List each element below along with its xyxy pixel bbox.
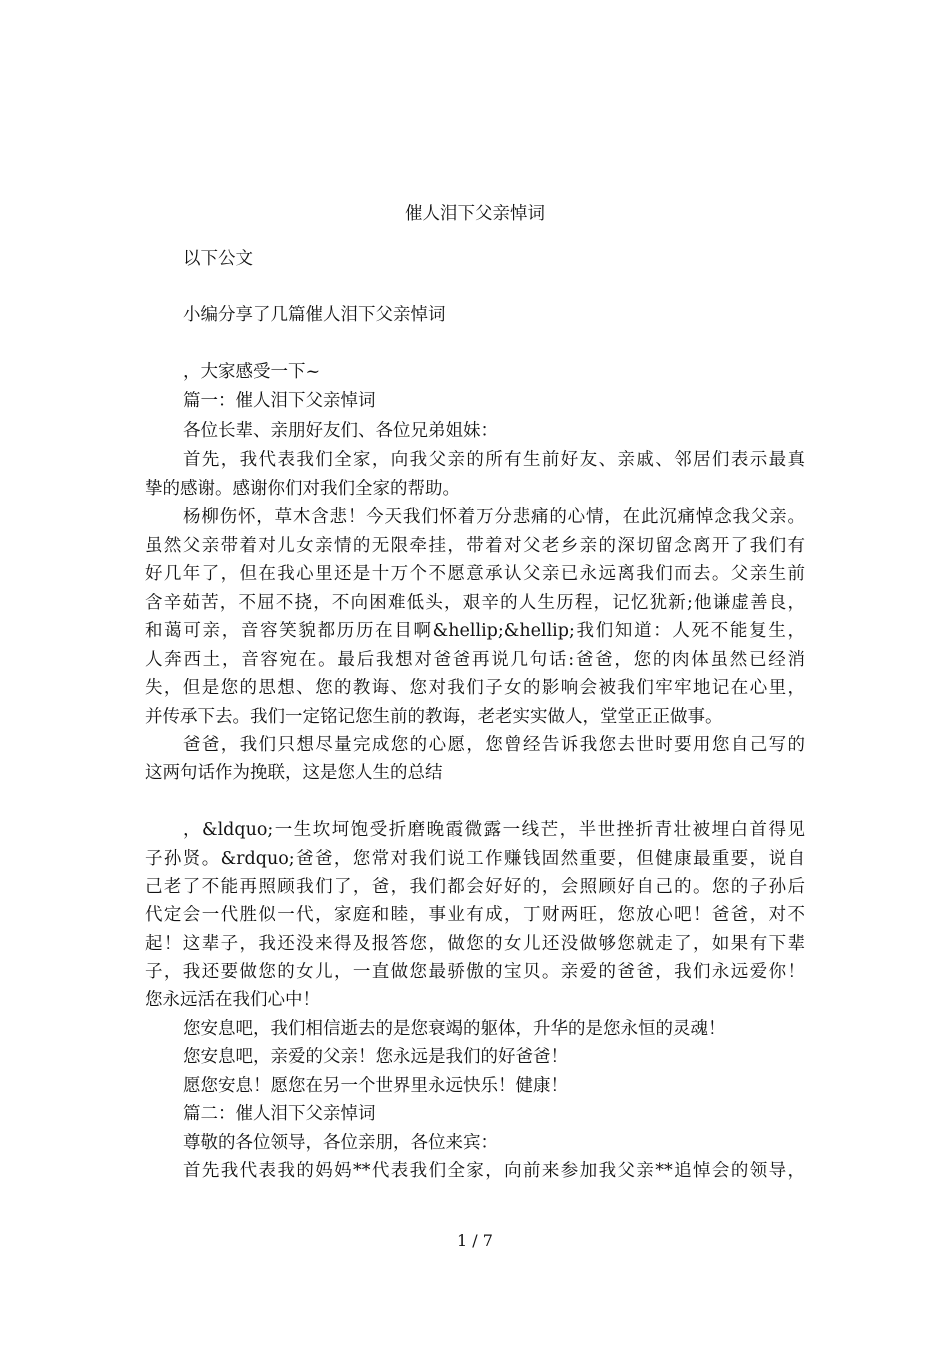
text-line: 以下公文 — [183, 249, 253, 269]
text-line: 您安息吧，亲爱的父亲！您永远是我们的好爸爸！ — [183, 1047, 568, 1067]
text-line: 虽然父亲带着对儿女亲情的无限牵挂，带着对父老乡亲的深切留念离开了我们有 — [145, 536, 805, 556]
text-line: 失，但是您的思想、您的教诲、您对我们子女的影响会被我们牢牢地记在心里， — [145, 678, 805, 698]
text-line: 好几年了，但在我心里还是十万个不愿意承认父亲已永远离我们而去。父亲生前 — [145, 564, 805, 584]
text-line: 愿您安息！愿您在另一个世界里永远快乐！健康！ — [183, 1076, 568, 1096]
text-line: 尊敬的各位领导，各位亲朋，各位来宾： — [183, 1133, 498, 1153]
text-line: 杨柳伤怀，草木含悲！今天我们怀着万分悲痛的心情，在此沉痛悼念我父亲。 — [183, 507, 805, 527]
text-line: 己老了不能再照顾我们了，爸，我们都会好好的，会照顾好自己的。您的子孙后 — [145, 877, 805, 897]
text-line: 您安息吧，我们相信逝去的是您衰竭的躯体，升华的是您永恒的灵魂！ — [183, 1019, 726, 1039]
text-line: 起！这辈子，我还没来得及报答您，做您的女儿还没做够您就走了，如果有下辈 — [145, 934, 805, 954]
text-line: 小编分享了几篇催人泪下父亲悼词 — [183, 305, 446, 325]
text-line: ，&ldquo;一生坎坷饱受折磨晚霞微露一线芒，半世挫折青壮被埋白首得见 — [183, 820, 805, 840]
text-line: 代定会一代胜似一代，家庭和睦，事业有成，丁财两旺，您放心吧！爸爸，对不 — [145, 905, 805, 925]
text-line: 子孙贤。&rdquo;爸爸，您常对我们说工作赚钱固然重要，但健康最重要，说自 — [145, 849, 805, 869]
text-line: 这两句话作为挽联，这是您人生的总结 — [145, 763, 443, 783]
text-line: 挚的感谢。感谢你们对我们全家的帮助。 — [145, 479, 460, 499]
text-line: 您永远活在我们心中！ — [145, 990, 320, 1010]
text-line: 首先，我代表我们全家，向我父亲的所有生前好友、亲戚、邻居们表示最真 — [183, 450, 805, 470]
text-line: 子，我还要做您的女儿，一直做您最骄傲的宝贝。亲爱的爸爸，我们永远爱你！ — [145, 962, 805, 982]
document-title: 催人泪下父亲悼词 — [405, 204, 545, 224]
page-number: 1 / 7 — [457, 1231, 493, 1250]
section-heading: 篇一：催人泪下父亲悼词 — [183, 391, 376, 411]
section-heading: 篇二：催人泪下父亲悼词 — [183, 1104, 376, 1124]
text-line: 人奔西土，音容宛在。最后我想对爸爸再说几句话:爸爸，您的肉体虽然已经消 — [145, 650, 805, 670]
text-line: 并传承下去。我们一定铭记您生前的教诲，老老实实做人，堂堂正正做事。 — [145, 707, 723, 727]
text-line: 爸爸，我们只想尽量完成您的心愿，您曾经告诉我您去世时要用您自己写的 — [183, 735, 805, 755]
text-line: 含辛茹苦，不屈不挠，不向困难低头，艰辛的人生历程，记忆犹新;他谦虚善良， — [145, 593, 805, 613]
text-line: 各位长辈、亲朋好友们、各位兄弟姐妹： — [183, 421, 498, 441]
text-line: 首先我代表我的妈妈**代表我们全家，向前来参加我父亲**追悼会的领导， — [183, 1161, 805, 1181]
text-line: 和蔼可亲，音容笑貌都历历在目啊&hellip;&hellip;我们知道：人死不能复生， — [145, 621, 805, 641]
text-line: ，大家感受一下~ — [183, 362, 321, 382]
